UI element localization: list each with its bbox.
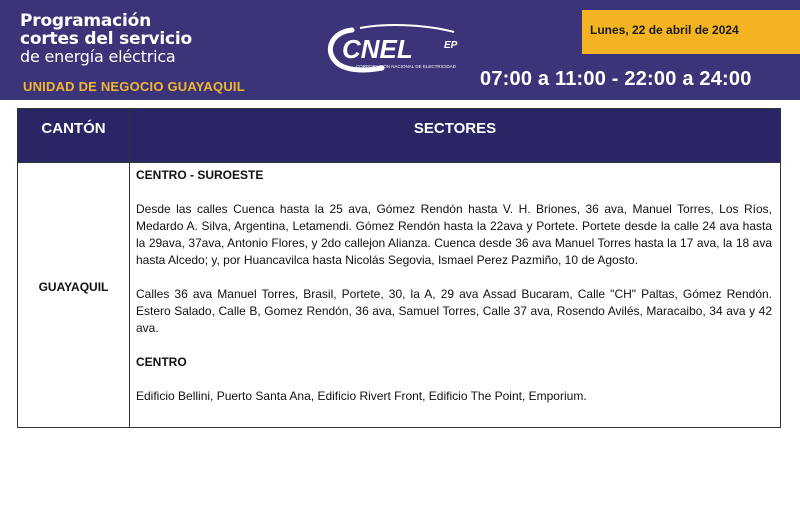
header-divider: [18, 162, 780, 163]
canton-cell: [18, 163, 129, 427]
column-divider: [129, 109, 130, 427]
section-title: CENTRO: [136, 355, 187, 369]
schedule-table: [17, 108, 781, 428]
cnel-logo: [322, 20, 472, 86]
logo-text: CNEL: [342, 34, 413, 64]
title-line-2: cortes del servicio: [20, 29, 193, 49]
outage-hours: 07:00 a 11:00 - 22:00 a 24:00: [480, 68, 752, 90]
title-line-3: de energía eléctrica: [20, 47, 176, 66]
logo-suffix: EP: [444, 40, 458, 51]
page-title: [20, 12, 192, 66]
title-line-1: Programación: [20, 11, 152, 31]
column-header-sectores: SECTORES: [130, 109, 780, 162]
date-label: Lunes, 22 de abril de 2024: [590, 23, 739, 37]
column-header-canton: CANTÓN: [18, 109, 129, 162]
sectores-cell: [136, 167, 772, 405]
section-paragraph: Edificio Bellini, Puerto Santa Ana, Edificio Rivert Front, Edificio The Point, Emporium.: [136, 389, 587, 403]
section-paragraph: Desde las calles Cuenca hasta la 25 ava, Gómez Rendón hasta V. H. Briones, 36 ava, Manuel Torres, Los Ríos, Medardo A. Silva, Argentina, Letamendi. Gómez Rendón hasta la 22ava y Portete. Portete desde la calle 24 ava hasta la 29ava, 37ava, Antonio Flores, y 2do callejon Alianza. Cuenca desde 36 ava Manuel Torres hasta la 17 ava, la 18 ava hasta Alcedo; y, por Huancavilca hasta Nicolás Segovia, Ismael Perez Pazmiño, 10 de Agosto.: [136, 202, 772, 267]
section-paragraph: Calles 36 ava Manuel Torres, Brasil, Portete, 30, la A, 29 ava Assad Bucaram, Calle "CH" Paltas, Gómez Rendón. Estero Salado, Calle B, Gomez Rendón, 36 ava, Samuel Torres, Calle 37 ava, Rosendo Avilés, Maracaibo, 34 ava y 42 ava.: [136, 287, 772, 335]
business-unit: UNIDAD DE NEGOCIO GUAYAQUIL: [23, 79, 245, 94]
canton-name: GUAYAQUIL: [38, 280, 109, 294]
logo-subtitle: CORPORACIÓN NACIONAL DE ELECTRICIDAD: [356, 64, 456, 69]
header-banner: [0, 0, 800, 100]
date-box: [582, 10, 800, 54]
section-title: CENTRO - SUROESTE: [136, 168, 264, 182]
